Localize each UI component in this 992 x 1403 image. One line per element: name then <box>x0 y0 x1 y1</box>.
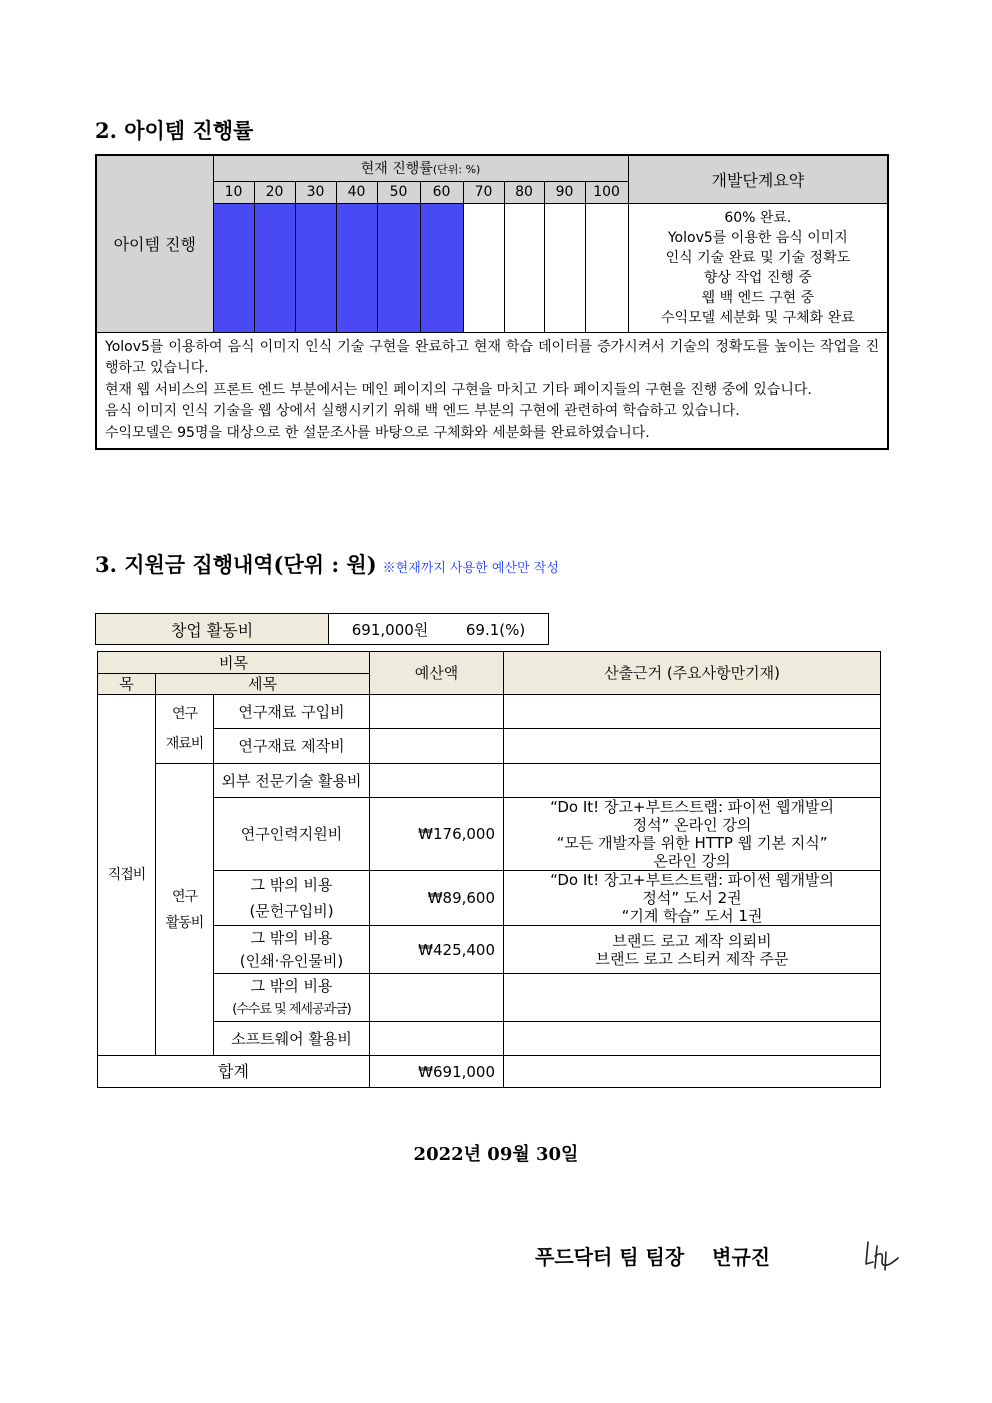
activity-amount: 691,000원 <box>351 620 429 639</box>
item-amount <box>370 764 504 798</box>
item-amount <box>370 1022 504 1056</box>
item-amount <box>370 729 504 764</box>
activity-summary-table <box>95 613 549 645</box>
percent-col-40: 40 <box>336 181 377 203</box>
basis-line: 온라인 강의 <box>653 852 731 870</box>
group-name-line2: 재료비 <box>165 736 204 752</box>
current-progress-label: 현재 진행률 <box>360 161 433 178</box>
document-date: 2022년 09월 30일 <box>413 1144 579 1165</box>
basis-line: 브랜드 로고 스티커 제작 주문 <box>595 949 789 968</box>
summary-line: 인식 기술 완료 및 기술 정확도 <box>665 249 851 266</box>
progress-table <box>95 154 889 450</box>
total-label: 합계 <box>98 1056 370 1088</box>
description-paragraph: 수익모델은 95명을 대상으로 한 설문조사를 바탕으로 구체화와 세분화를 완료하였습니다. <box>105 424 650 441</box>
current-progress-header <box>213 155 628 181</box>
progress-description <box>96 332 888 449</box>
total-amount: ₩691,000 <box>370 1056 504 1088</box>
activity-label: 창업 활동비 <box>96 614 329 645</box>
basis-line: 정석” 온라인 강의 <box>632 816 752 834</box>
handwritten-signature-icon <box>860 1238 902 1278</box>
header-sub: 세목 <box>156 674 370 695</box>
progress-cell <box>377 203 420 332</box>
percent-col-60: 60 <box>420 181 463 203</box>
summary-line: 웹 백 엔드 구현 중 <box>701 289 815 306</box>
summary-line: 60% 완료. <box>724 209 792 226</box>
basis-line: “Do It! 장고+부트스트랩: 파이썬 웹개발의 <box>550 798 834 816</box>
item-name <box>214 871 370 926</box>
percent-col-90: 90 <box>544 181 585 203</box>
item-name-line2: (문헌구입비) <box>249 902 334 920</box>
group-name-line1: 연구 <box>171 706 198 722</box>
basis-line: “Do It! 장고+부트스트랩: 파이썬 웹개발의 <box>550 871 834 889</box>
percent-col-50: 50 <box>377 181 420 203</box>
section-3-heading <box>95 549 559 579</box>
group-research-materials <box>156 695 214 764</box>
item-amount <box>370 695 504 729</box>
item-name-line1: 그 밖의 비용 <box>250 976 333 995</box>
progress-cell <box>544 203 585 332</box>
basis-line: 브랜드 로고 제작 의뢰비 <box>612 931 772 950</box>
summary-line: 향상 작업 진행 중 <box>703 269 812 286</box>
item-name: 연구재료 구입비 <box>214 695 370 729</box>
activity-values <box>329 614 549 645</box>
item-amount: ₩89,600 <box>370 871 504 926</box>
item-name-line2: (수수료 및 제세공과금) <box>232 1001 351 1017</box>
item-name <box>214 926 370 974</box>
item-basis <box>504 798 881 871</box>
progress-cell <box>420 203 463 332</box>
signature-line <box>535 1241 770 1270</box>
item-name-line2: (인쇄·유인물비) <box>239 951 344 970</box>
progress-cell <box>254 203 295 332</box>
item-basis <box>504 974 881 1022</box>
basis-line: “기계 학습” 도서 1권 <box>621 907 763 925</box>
item-name: 외부 전문기술 활용비 <box>214 764 370 798</box>
development-summary <box>628 203 888 332</box>
description-paragraph: 현재 웹 서비스의 프론트 엔드 부분에서는 메인 페이지의 구현을 마치고 기타 페이지들의 구현을 진행 중에 있습니다. <box>105 381 812 398</box>
group-name-line2: 활동비 <box>165 914 204 931</box>
group-research-activities <box>156 764 214 1056</box>
item-basis <box>504 1022 881 1056</box>
item-basis <box>504 871 881 926</box>
percent-col-80: 80 <box>504 181 544 203</box>
section-2-title: 2. 아이템 진행률 <box>95 118 254 143</box>
summary-header: 개발단계요약 <box>628 155 888 203</box>
item-basis <box>504 695 881 729</box>
item-name-line1: 그 밖의 비용 <box>250 876 333 894</box>
item-basis <box>504 729 881 764</box>
item-name-line1: 그 밖의 비용 <box>250 928 333 947</box>
item-name: 연구재료 제작비 <box>214 729 370 764</box>
leader-name: 변규진 <box>712 1245 771 1269</box>
item-name: 소프트웨어 활용비 <box>214 1022 370 1056</box>
item-name <box>214 974 370 1022</box>
header-basis: 산출근거 (주요사항만기재) <box>504 652 881 695</box>
percent-col-30: 30 <box>295 181 336 203</box>
main-category-direct: 직접비 <box>98 695 156 1056</box>
description-paragraph: 음식 이미지 인식 기술을 웹 상에서 실행시키기 위해 백 엔드 부분의 구현에 관련하여 학습하고 있습니다. <box>105 403 740 419</box>
header-budget: 예산액 <box>370 652 504 695</box>
progress-cell <box>585 203 628 332</box>
section-3-title: 3. 지원금 집행내역(단위 : 원) <box>95 552 377 577</box>
header-main: 목 <box>98 674 156 695</box>
section-3-note: ※현재까지 사용한 예산만 작성 <box>382 561 559 576</box>
header-category: 비목 <box>98 652 370 674</box>
progress-cell <box>336 203 377 332</box>
item-amount <box>370 974 504 1022</box>
percent-col-20: 20 <box>254 181 295 203</box>
progress-cell <box>504 203 544 332</box>
unit-label: (단위: %) <box>432 163 481 177</box>
total-basis <box>504 1056 881 1088</box>
item-amount: ₩425,400 <box>370 926 504 974</box>
item-amount: ₩176,000 <box>370 798 504 871</box>
description-paragraph: Yolov5를 이용하여 음식 이미지 인식 기술 구현을 완료하고 현재 학습 데이터를 증가시켜서 기술의 정확도를 높이는 작업을 진행하고 있습니다. <box>105 338 880 376</box>
item-basis <box>504 764 881 798</box>
item-name: 연구인력지원비 <box>214 798 370 871</box>
progress-cell <box>463 203 504 332</box>
basis-line: “모든 개발자를 위한 HTTP 웹 기본 지식” <box>556 834 828 852</box>
summary-line: Yolov5를 이용한 음식 이미지 <box>667 229 848 246</box>
item-basis <box>504 926 881 974</box>
team-leader-title: 푸드닥터 팀 팀장 <box>535 1245 685 1269</box>
percent-col-70: 70 <box>463 181 504 203</box>
activity-percent: 69.1(%) <box>465 620 526 639</box>
budget-table <box>97 651 881 1088</box>
percent-col-10: 10 <box>213 181 254 203</box>
progress-cell <box>213 203 254 332</box>
percent-col-100: 100 <box>585 181 628 203</box>
progress-row-label: 아이템 진행 <box>96 155 213 332</box>
summary-line: 수익모델 세분화 및 구체화 완료 <box>661 309 855 326</box>
basis-line: 정석” 도서 2권 <box>642 889 742 907</box>
group-name-line1: 연구 <box>171 888 198 905</box>
progress-cell <box>295 203 336 332</box>
